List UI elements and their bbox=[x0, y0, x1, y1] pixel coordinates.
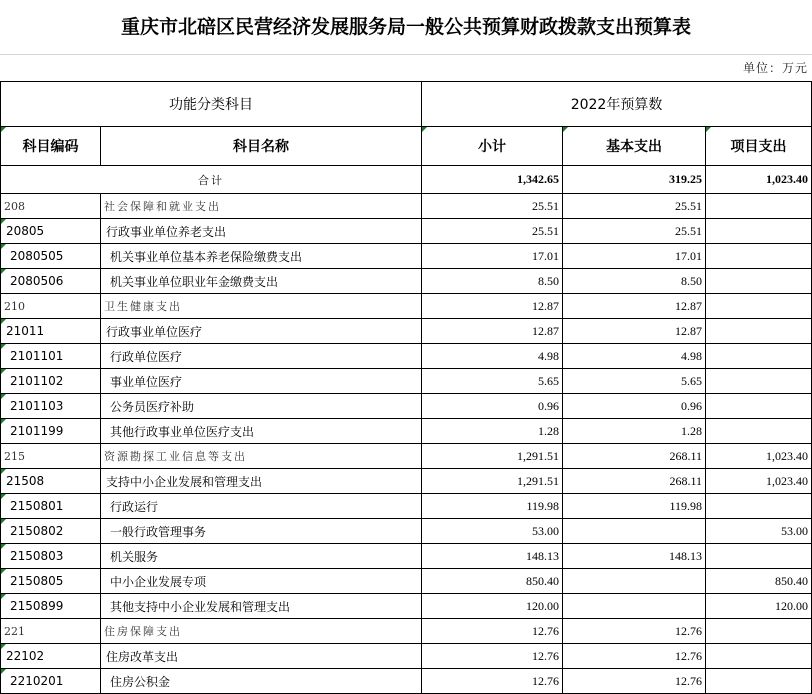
row-subtotal: 1.28 bbox=[422, 419, 563, 444]
cell-flag-marker bbox=[1, 544, 6, 549]
row-project bbox=[706, 669, 812, 694]
cell-flag-marker bbox=[1, 569, 6, 574]
row-basic: 25.51 bbox=[563, 219, 706, 244]
header-subtotal: 小计 bbox=[422, 127, 563, 166]
cell-flag-marker bbox=[1, 244, 6, 249]
row-name: 中小企业发展专项 bbox=[101, 569, 422, 594]
table-row bbox=[1, 369, 812, 394]
row-basic: 1.28 bbox=[563, 419, 706, 444]
row-basic: 17.01 bbox=[563, 244, 706, 269]
total-subtotal: 1,342.65 bbox=[422, 166, 563, 194]
row-name: 社会保障和就业支出 bbox=[101, 194, 422, 219]
row-project: 850.40 bbox=[706, 569, 812, 594]
cell-flag-marker bbox=[1, 394, 6, 399]
table-row bbox=[1, 669, 812, 694]
cell-flag-marker bbox=[1, 469, 6, 474]
row-code: 2101101 bbox=[1, 344, 101, 369]
table-row bbox=[1, 319, 812, 344]
row-name: 公务员医疗补助 bbox=[101, 394, 422, 419]
total-project: 1,023.40 bbox=[706, 166, 812, 194]
row-basic: 12.76 bbox=[563, 644, 706, 669]
row-code: 2150803 bbox=[1, 544, 101, 569]
row-subtotal: 0.96 bbox=[422, 394, 563, 419]
row-project bbox=[706, 619, 812, 644]
cell-flag-marker bbox=[1, 494, 6, 499]
budget-table-body bbox=[1, 82, 812, 694]
cell-flag-marker bbox=[563, 127, 568, 132]
row-name: 资源勘探工业信息等支出 bbox=[101, 444, 422, 469]
row-basic bbox=[563, 594, 706, 619]
table-row bbox=[1, 219, 812, 244]
table-row bbox=[1, 294, 812, 319]
table-row bbox=[1, 194, 812, 219]
table-row bbox=[1, 644, 812, 669]
header-project: 项目支出 bbox=[706, 127, 812, 166]
cell-flag-marker bbox=[1, 344, 6, 349]
row-name: 行政事业单位医疗 bbox=[101, 319, 422, 344]
table-row bbox=[1, 344, 812, 369]
row-name: 住房公积金 bbox=[101, 669, 422, 694]
row-project bbox=[706, 494, 812, 519]
row-code: 2150899 bbox=[1, 594, 101, 619]
cell-flag-marker bbox=[1, 594, 6, 599]
row-name: 卫生健康支出 bbox=[101, 294, 422, 319]
table-row bbox=[1, 244, 812, 269]
row-subtotal: 1,291.51 bbox=[422, 444, 563, 469]
cell-flag-marker bbox=[1, 669, 6, 674]
row-name: 住房保障支出 bbox=[101, 619, 422, 644]
cell-flag-marker bbox=[1, 319, 6, 324]
table-row bbox=[1, 569, 812, 594]
row-project bbox=[706, 294, 812, 319]
page-title: 重庆市北碚区民营经济发展服务局一般公共预算财政拨款支出预算表 bbox=[0, 0, 812, 55]
row-subtotal: 5.65 bbox=[422, 369, 563, 394]
cell-flag-marker bbox=[706, 127, 711, 132]
row-name: 行政运行 bbox=[101, 494, 422, 519]
row-basic bbox=[563, 569, 706, 594]
row-basic: 5.65 bbox=[563, 369, 706, 394]
row-name: 一般行政管理事务 bbox=[101, 519, 422, 544]
row-code: 2150802 bbox=[1, 519, 101, 544]
header-row-1 bbox=[1, 82, 812, 127]
row-subtotal: 119.98 bbox=[422, 494, 563, 519]
header-row-2 bbox=[1, 127, 812, 166]
row-code: 208 bbox=[1, 194, 101, 219]
row-code: 20805 bbox=[1, 219, 101, 244]
row-subtotal: 25.51 bbox=[422, 219, 563, 244]
row-subtotal: 12.87 bbox=[422, 319, 563, 344]
row-code: 21508 bbox=[1, 469, 101, 494]
cell-flag-marker bbox=[1, 644, 6, 649]
row-subtotal: 53.00 bbox=[422, 519, 563, 544]
row-project bbox=[706, 544, 812, 569]
row-code: 22102 bbox=[1, 644, 101, 669]
row-project: 53.00 bbox=[706, 519, 812, 544]
row-basic: 268.11 bbox=[563, 469, 706, 494]
row-subtotal: 12.76 bbox=[422, 669, 563, 694]
row-project bbox=[706, 269, 812, 294]
header-func-class: 功能分类科目 bbox=[1, 82, 422, 127]
row-name: 事业单位医疗 bbox=[101, 369, 422, 394]
row-code: 2101103 bbox=[1, 394, 101, 419]
header-code: 科目编码 bbox=[1, 127, 101, 166]
row-subtotal: 17.01 bbox=[422, 244, 563, 269]
row-project: 1,023.40 bbox=[706, 444, 812, 469]
table-row bbox=[1, 619, 812, 644]
header-name: 科目名称 bbox=[101, 127, 422, 166]
cell-flag-marker bbox=[1, 519, 6, 524]
table-row bbox=[1, 494, 812, 519]
total-label: 合计 bbox=[1, 166, 422, 194]
row-name: 支持中小企业发展和管理支出 bbox=[101, 469, 422, 494]
row-subtotal: 1,291.51 bbox=[422, 469, 563, 494]
cell-flag-marker bbox=[1, 127, 6, 132]
row-name: 行政事业单位养老支出 bbox=[101, 219, 422, 244]
row-subtotal: 25.51 bbox=[422, 194, 563, 219]
cell-flag-marker bbox=[422, 127, 427, 132]
total-basic: 319.25 bbox=[563, 166, 706, 194]
row-project bbox=[706, 369, 812, 394]
row-project bbox=[706, 244, 812, 269]
row-basic: 268.11 bbox=[563, 444, 706, 469]
table-row bbox=[1, 594, 812, 619]
row-code: 221 bbox=[1, 619, 101, 644]
row-basic: 12.76 bbox=[563, 619, 706, 644]
row-basic: 12.76 bbox=[563, 669, 706, 694]
row-project bbox=[706, 219, 812, 244]
total-row bbox=[1, 166, 812, 194]
row-project bbox=[706, 344, 812, 369]
row-basic: 12.87 bbox=[563, 319, 706, 344]
row-basic: 8.50 bbox=[563, 269, 706, 294]
row-subtotal: 4.98 bbox=[422, 344, 563, 369]
header-basic: 基本支出 bbox=[563, 127, 706, 166]
cell-flag-marker bbox=[1, 269, 6, 274]
row-code: 2150805 bbox=[1, 569, 101, 594]
table-row bbox=[1, 394, 812, 419]
row-project bbox=[706, 319, 812, 344]
row-name: 其他支持中小企业发展和管理支出 bbox=[101, 594, 422, 619]
row-basic: 25.51 bbox=[563, 194, 706, 219]
row-subtotal: 12.87 bbox=[422, 294, 563, 319]
row-basic: 12.87 bbox=[563, 294, 706, 319]
row-subtotal: 12.76 bbox=[422, 619, 563, 644]
row-name: 机关事业单位基本养老保险缴费支出 bbox=[101, 244, 422, 269]
table-row bbox=[1, 544, 812, 569]
row-basic bbox=[563, 519, 706, 544]
row-project: 120.00 bbox=[706, 594, 812, 619]
row-project: 1,023.40 bbox=[706, 469, 812, 494]
row-code: 2210201 bbox=[1, 669, 101, 694]
table-row bbox=[1, 269, 812, 294]
row-subtotal: 120.00 bbox=[422, 594, 563, 619]
row-subtotal: 850.40 bbox=[422, 569, 563, 594]
row-code: 210 bbox=[1, 294, 101, 319]
row-name: 机关服务 bbox=[101, 544, 422, 569]
header-budget-year: 2022年预算数 bbox=[422, 82, 812, 127]
row-basic: 4.98 bbox=[563, 344, 706, 369]
row-code: 215 bbox=[1, 444, 101, 469]
row-subtotal: 8.50 bbox=[422, 269, 563, 294]
row-basic: 0.96 bbox=[563, 394, 706, 419]
row-code: 21011 bbox=[1, 319, 101, 344]
cell-flag-marker bbox=[1, 219, 6, 224]
row-code: 2080505 bbox=[1, 244, 101, 269]
row-code: 2101102 bbox=[1, 369, 101, 394]
row-project bbox=[706, 644, 812, 669]
row-code: 2101199 bbox=[1, 419, 101, 444]
row-code: 2150801 bbox=[1, 494, 101, 519]
row-subtotal: 148.13 bbox=[422, 544, 563, 569]
table-row bbox=[1, 444, 812, 469]
row-code: 2080506 bbox=[1, 269, 101, 294]
table-row bbox=[1, 419, 812, 444]
row-name: 行政单位医疗 bbox=[101, 344, 422, 369]
row-name: 机关事业单位职业年金缴费支出 bbox=[101, 269, 422, 294]
row-name: 住房改革支出 bbox=[101, 644, 422, 669]
cell-flag-marker bbox=[1, 419, 6, 424]
row-basic: 119.98 bbox=[563, 494, 706, 519]
row-basic: 148.13 bbox=[563, 544, 706, 569]
row-project bbox=[706, 194, 812, 219]
table-row bbox=[1, 469, 812, 494]
unit-label: 单位：万元 bbox=[742, 61, 808, 75]
cell-flag-marker bbox=[1, 369, 6, 374]
budget-table bbox=[0, 81, 812, 694]
row-project bbox=[706, 394, 812, 419]
row-project bbox=[706, 419, 812, 444]
table-row bbox=[1, 519, 812, 544]
row-name: 其他行政事业单位医疗支出 bbox=[101, 419, 422, 444]
row-subtotal: 12.76 bbox=[422, 644, 563, 669]
